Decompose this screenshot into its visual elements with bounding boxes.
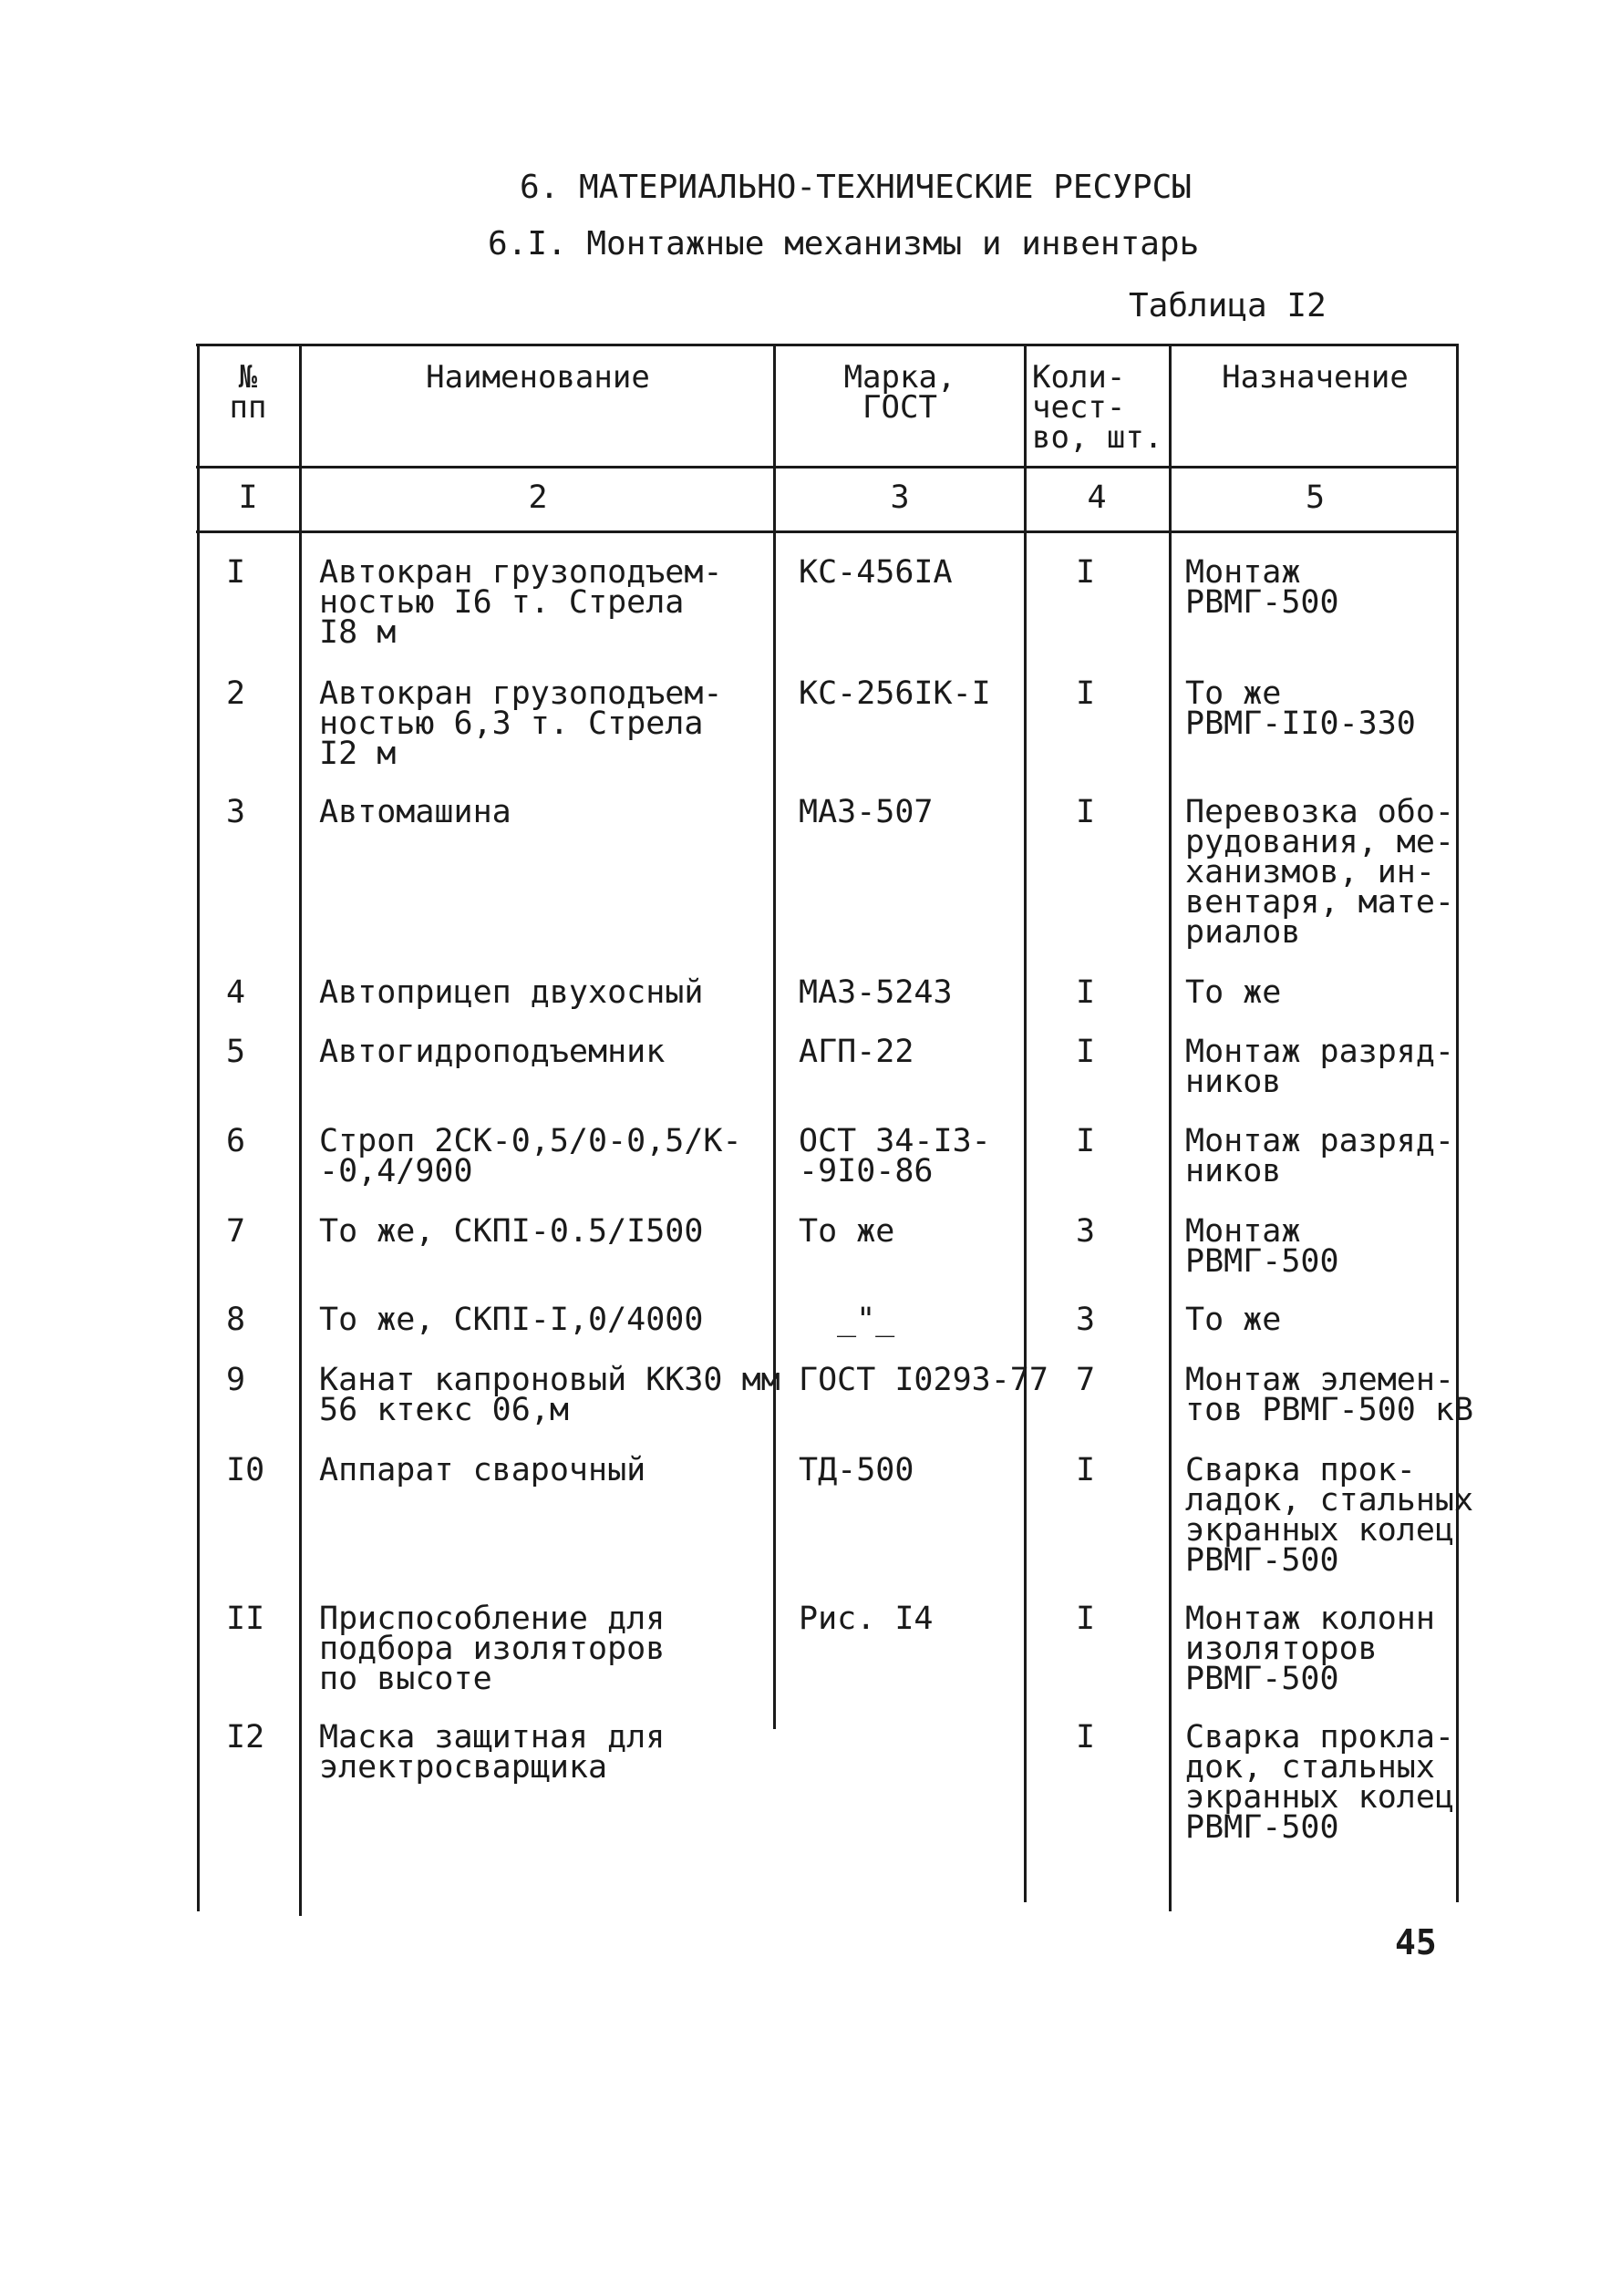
- row-number: 6: [226, 1123, 246, 1159]
- row-purpose: Монтаж элемен- тов РВМГ-500 кВ: [1185, 1362, 1474, 1428]
- row-name: Автогидроподъемник: [319, 1034, 666, 1070]
- row-qty: I: [1076, 1123, 1096, 1159]
- header-no: № пп: [229, 359, 267, 426]
- row-number: 8: [226, 1302, 246, 1338]
- column-number-4: 4: [1087, 479, 1107, 516]
- row-name: Автомашина: [319, 794, 511, 830]
- table-caption: Таблица I2: [1129, 287, 1327, 324]
- row-purpose: Сварка прок- ладок, стальных экранных колец РВМГ-500: [1185, 1452, 1474, 1579]
- row-number: 3: [226, 794, 246, 830]
- row-purpose: Монтаж РВМГ-500: [1185, 1213, 1339, 1280]
- header-name: Наименование: [426, 359, 650, 396]
- row-name: Автокран грузоподъем- ностью I6 т. Стрела I8 м: [319, 554, 723, 651]
- row-qty: 7: [1076, 1362, 1096, 1398]
- row-mark: ГОСТ I0293-77: [799, 1362, 1048, 1398]
- row-mark: КС-456IА: [799, 554, 953, 591]
- column-rule-4: [1169, 344, 1172, 1911]
- row-purpose: Монтаж разряд- ников: [1185, 1034, 1455, 1100]
- row-mark: ТД-500: [799, 1452, 914, 1488]
- column-number-5: 5: [1305, 479, 1326, 516]
- row-mark: _"_: [837, 1302, 895, 1338]
- column-number-rule: [196, 530, 1459, 533]
- row-number: 2: [226, 675, 246, 712]
- column-rule-2: [773, 344, 776, 1729]
- row-mark: То же: [799, 1213, 895, 1250]
- row-qty: 3: [1076, 1213, 1096, 1250]
- row-qty: I: [1076, 675, 1096, 712]
- section-title: 6. МАТЕРИАЛЬНО-ТЕХНИЧЕСКИЕ РЕСУРСЫ: [520, 169, 1192, 206]
- row-number: 4: [226, 974, 246, 1011]
- row-mark: МАЗ-507: [799, 794, 934, 830]
- row-qty: I: [1076, 1719, 1096, 1755]
- row-mark: МАЗ-5243: [799, 974, 953, 1011]
- row-number: 9: [226, 1362, 246, 1398]
- row-name: Канат капроновый КК30 мм 56 ктекс 06,м: [319, 1362, 780, 1428]
- row-purpose: Монтаж разряд- ников: [1185, 1123, 1455, 1189]
- row-qty: I: [1076, 974, 1096, 1011]
- column-rule-left: [197, 344, 200, 1911]
- row-qty: I: [1076, 1034, 1096, 1070]
- row-qty: 3: [1076, 1302, 1096, 1338]
- column-rule-3: [1024, 344, 1027, 1902]
- row-purpose: Сварка прокла- док, стальных экранных колец РВМГ-500: [1185, 1719, 1455, 1846]
- row-mark: ОСТ 34-I3- -9I0-86: [799, 1123, 991, 1189]
- row-purpose: Монтаж РВМГ-500: [1185, 554, 1339, 621]
- page-number: 45: [1395, 1922, 1437, 1962]
- row-name: Аппарат сварочный: [319, 1452, 646, 1488]
- header-purpose: Назначение: [1222, 359, 1409, 396]
- row-purpose: То же: [1185, 974, 1282, 1011]
- column-number-2: 2: [528, 479, 548, 516]
- row-number: II: [226, 1601, 265, 1637]
- row-name: Приспособление для подбора изоляторов по высоте: [319, 1601, 666, 1697]
- row-purpose: То же: [1185, 1302, 1282, 1338]
- row-number: 5: [226, 1034, 246, 1070]
- table-top-border: [196, 344, 1459, 346]
- row-number: I0: [226, 1452, 265, 1488]
- row-name: То же, СКПI-I,0/4000: [319, 1302, 704, 1338]
- header-qty: Коли- чест- во, шт.: [1032, 359, 1163, 456]
- row-number: I2: [226, 1719, 265, 1755]
- row-number: I: [226, 554, 246, 591]
- row-name: То же, СКПI-0.5/I500: [319, 1213, 704, 1250]
- row-mark: КС-256IК-I: [799, 675, 991, 712]
- row-mark: Рис. I4: [799, 1601, 934, 1637]
- column-number-1: I: [238, 479, 258, 516]
- header-mark: Марка, ГОСТ: [843, 359, 956, 426]
- row-name: Маска защитная для электросварщика: [319, 1719, 666, 1786]
- row-purpose: Монтаж колонн изоляторов РВМГ-500: [1185, 1601, 1435, 1697]
- row-mark: АГП-22: [799, 1034, 914, 1070]
- row-number: 7: [226, 1213, 246, 1250]
- column-number-3: 3: [890, 479, 910, 516]
- row-qty: I: [1076, 554, 1096, 591]
- subsection-title: 6.I. Монтажные механизмы и инвентарь: [488, 225, 1200, 263]
- row-qty: I: [1076, 1601, 1096, 1637]
- row-purpose: То же РВМГ-II0-330: [1185, 675, 1416, 742]
- row-purpose: Перевозка обо- рудования, ме- ханизмов, ин- вентаря, мате- риалов: [1185, 794, 1455, 951]
- column-rule-right: [1456, 344, 1459, 1902]
- row-name: Автоприцеп двухосный: [319, 974, 704, 1011]
- header-bottom-rule: [196, 466, 1459, 468]
- row-qty: I: [1076, 794, 1096, 830]
- column-rule-1: [299, 344, 302, 1916]
- row-qty: I: [1076, 1452, 1096, 1488]
- row-name: Автокран грузоподъем- ностью 6,3 т. Стрела I2 м: [319, 675, 723, 772]
- row-name: Строп 2СК-0,5/0-0,5/К- -0,4/900: [319, 1123, 742, 1189]
